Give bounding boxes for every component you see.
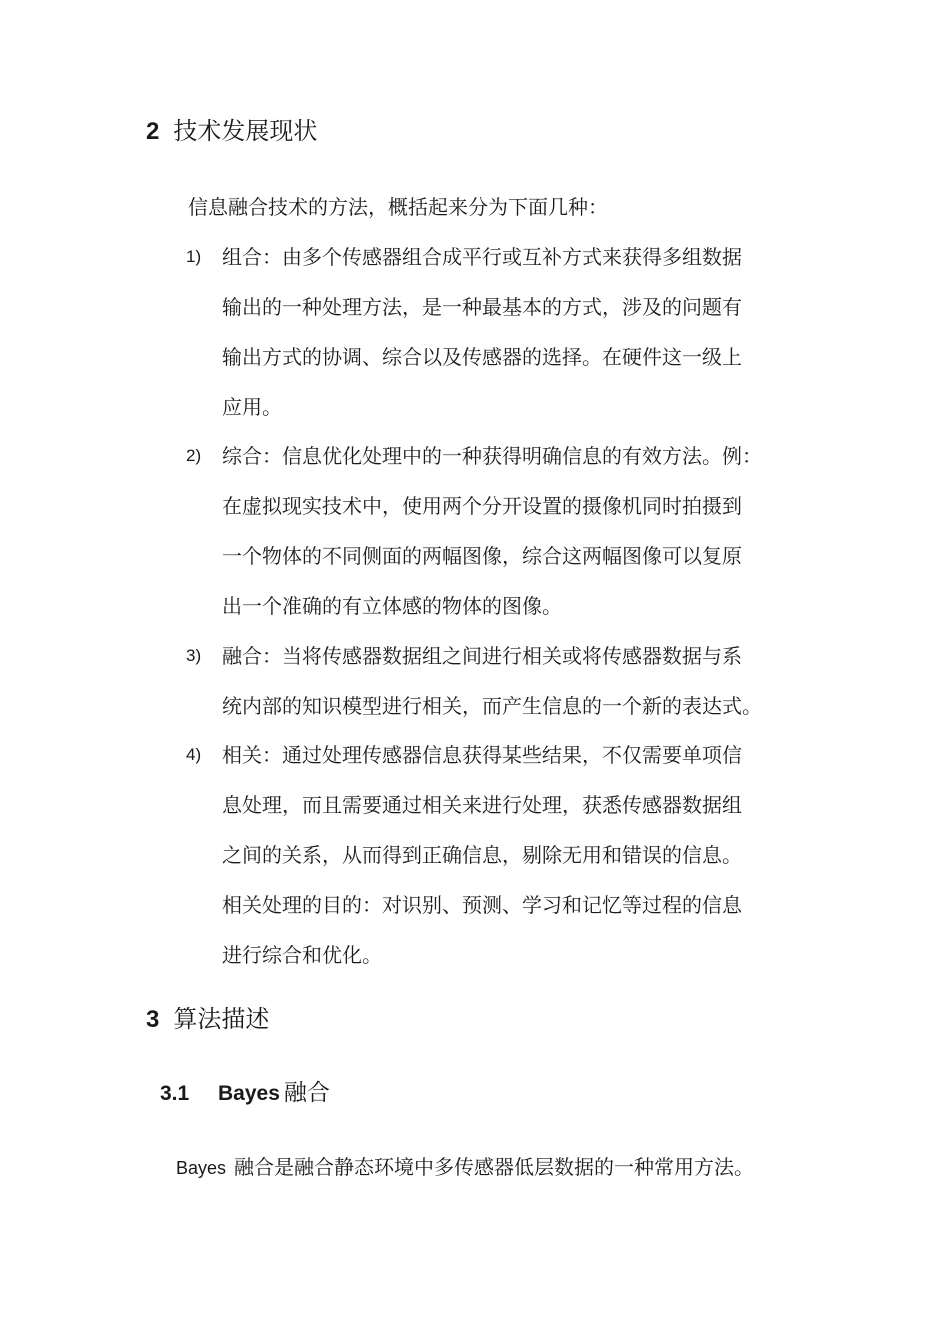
list-item-line: 进行综合和优化。 — [222, 943, 382, 967]
list-item-line: 在虚拟现实技术中，使用两个分开设置的摄像机同时拍摄到 — [222, 494, 742, 518]
section-3-1-heading — [160, 1078, 330, 1109]
list-item-line: 相关处理的目的：对识别、预测、学习和记忆等过程的信息 — [222, 893, 742, 917]
section-number: 2 — [146, 118, 160, 145]
list-item-line: 综合：信息优化处理中的一种获得明确信息的有效方法。例： — [222, 444, 762, 468]
subsection-number: 3.1 — [160, 1082, 190, 1105]
list-item-line: 应用。 — [222, 395, 282, 419]
intro-paragraph: 信息融合技术的方法，概括起来分为下面几种： — [188, 195, 608, 219]
list-item-line: 统内部的知识模型进行相关，而产生信息的一个新的表达式。 — [222, 694, 762, 718]
paragraph-text: 融合是融合静态环境中多传感器低层数据的一种常用方法。 — [234, 1155, 755, 1179]
section-title: 算法描述 — [173, 1005, 270, 1033]
list-marker: 3) — [186, 646, 202, 665]
list-item-line: 之间的关系，从而得到正确信息，剔除无用和错误的信息。 — [222, 843, 742, 867]
list-item-line: 输出的一种处理方法，是一种最基本的方式，涉及的问题有 — [222, 295, 742, 319]
list-marker: 4) — [186, 745, 202, 764]
list-item-line: 输出方式的协调、综合以及传感器的选择。在硬件这一级上 — [222, 345, 742, 369]
list-item-line: 融合：当将传感器数据组之间进行相关或将传感器数据与系 — [222, 644, 742, 668]
subsection-title: 融合 — [283, 1080, 330, 1106]
list-item-line: 相关：通过处理传感器信息获得某些结果，不仅需要单项信 — [222, 743, 742, 767]
subsection-title-latin: Bayes — [218, 1082, 280, 1105]
list-marker: 1) — [186, 247, 202, 266]
section-3-heading — [146, 1004, 269, 1035]
list-item-line: 息处理，而且需要通过相关来进行处理，获悉传感器数据组 — [222, 793, 742, 817]
list-item-line: 出一个准确的有立体感的物体的图像。 — [222, 594, 562, 618]
section-number: 3 — [146, 1006, 160, 1033]
list-item-line: 一个物体的不同侧面的两幅图像，综合这两幅图像可以复原 — [222, 544, 742, 568]
section-title: 技术发展现状 — [173, 117, 318, 145]
section-2-heading — [146, 116, 317, 147]
body-paragraph — [176, 1152, 754, 1183]
list-marker: 2) — [186, 446, 202, 465]
list-item-line: 组合：由多个传感器组合成平行或互补方式来获得多组数据 — [222, 245, 742, 269]
paragraph-latin-term: Bayes — [176, 1158, 227, 1178]
